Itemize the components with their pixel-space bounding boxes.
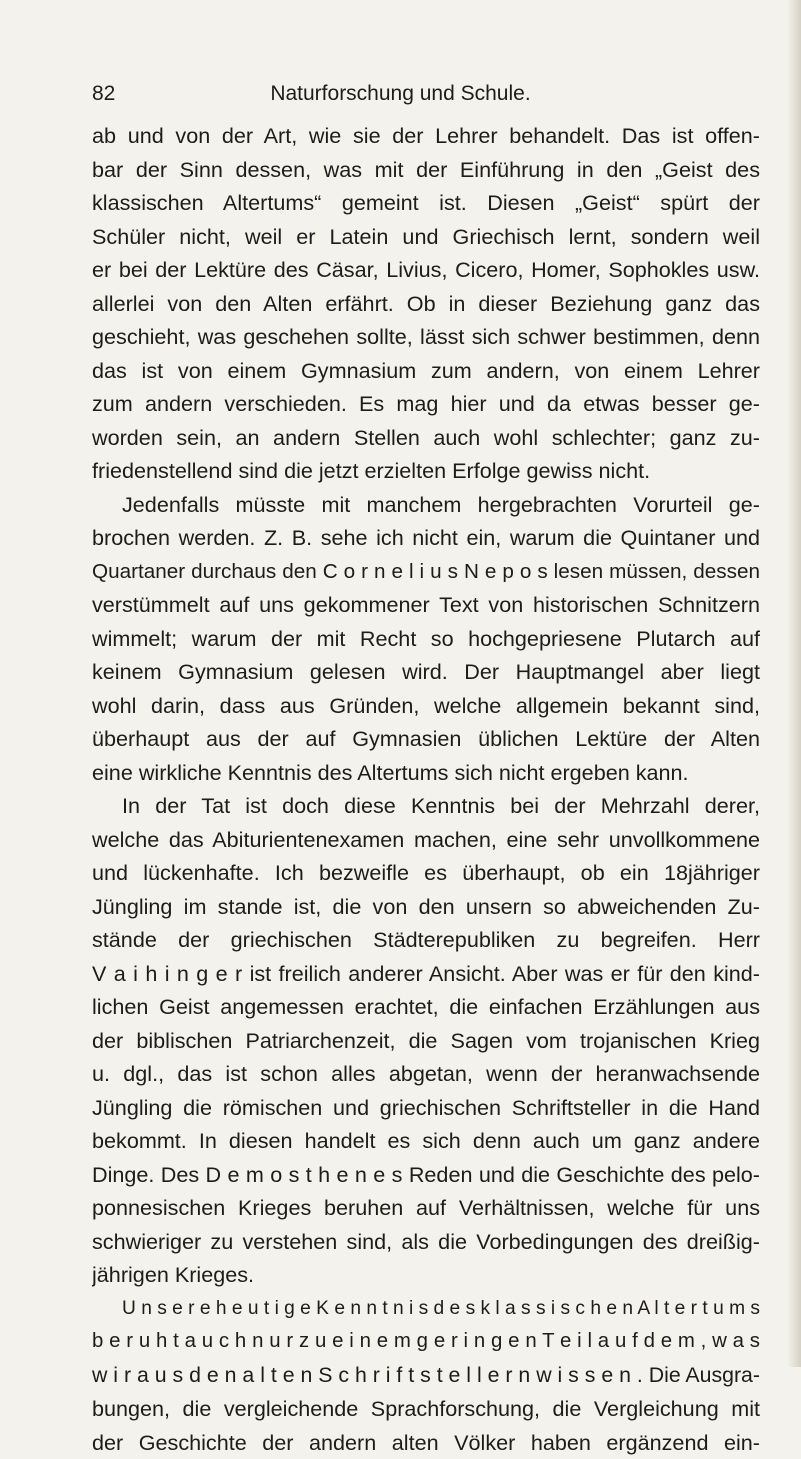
text-line: wimmelt; warum der mit Recht so hochgepriesene Plutarch auf bbox=[92, 622, 760, 656]
text-line: worden sein, an andern Stellen auch wohl schlechter; ganz zu- bbox=[92, 421, 760, 455]
text-line: b e r u h t a u c h n u r z u e i n e m g e r i n g e n T e i l a u f d e m , w a s bbox=[92, 1325, 760, 1359]
text-line: U n s e r e h e u t i g e K e n n t n i s d e s k l a s s i s c h e n A l t e r t u m s bbox=[92, 1292, 760, 1326]
text-line: Quartaner durchaus den C o r n e l i u s N e p o s lesen müssen, dessen bbox=[92, 555, 760, 589]
page-header bbox=[0, 80, 801, 108]
text-line: Jüngling die römischen und griechischen Schriftsteller in die Hand bbox=[92, 1091, 760, 1125]
text-line: w i r a u s d e n a l t e n S c h r i f t s t e l l e r n w i s s e n . Die Ausgra- bbox=[92, 1359, 760, 1393]
text-line: allerlei von den Alten erfährt. Ob in dieser Beziehung ganz das bbox=[92, 287, 760, 321]
text-line: Jedenfalls müsste mit manchem hergebrachten Vorurteil ge- bbox=[92, 488, 760, 522]
text-line: er bei der Lektüre des Cäsar, Livius, Cicero, Homer, Sophokles usw. bbox=[92, 253, 760, 287]
text-line: und lückenhafte. Ich bezweifle es überhaupt, ob ein 18jähriger bbox=[92, 856, 760, 890]
text-line: zum andern verschieden. Es mag hier und da etwas besser ge- bbox=[92, 387, 760, 421]
text-line: der biblischen Patriarchenzeit, die Sagen vom trojanischen Krieg bbox=[92, 1024, 760, 1058]
text-line: Jüngling im stande ist, die von den unsern so abweichenden Zu- bbox=[92, 890, 760, 924]
text-line: u. dgl., das ist schon alles abgetan, wenn der heranwachsende bbox=[92, 1057, 760, 1091]
text-line: eine wirkliche Kenntnis des Altertums sich nicht ergeben kann. bbox=[92, 756, 760, 790]
text-line: das ist von einem Gymnasium zum andern, von einem Lehrer bbox=[92, 354, 760, 388]
text-line: Schüler nicht, weil er Latein und Griechisch lernt, sondern weil bbox=[92, 220, 760, 254]
text-line: der Geschichte der andern alten Völker haben ergänzend ein- bbox=[92, 1426, 760, 1459]
text-line: überhaupt aus der auf Gymnasien üblichen Lektüre der Alten bbox=[92, 722, 760, 756]
text-line: brochen werden. Z. B. sehe ich nicht ein, warum die Quintaner und bbox=[92, 521, 760, 555]
page-number: 82 bbox=[92, 80, 115, 108]
running-title: Naturforschung und Schule. bbox=[0, 80, 801, 108]
text-line: ab und von der Art, wie sie der Lehrer behandelt. Das ist offen- bbox=[92, 119, 760, 153]
text-line: keinem Gymnasium gelesen wird. Der Hauptmangel aber liegt bbox=[92, 655, 760, 689]
text-line: bekommt. In diesen handelt es sich denn auch um ganz andere bbox=[92, 1124, 760, 1158]
text-line: friedenstellend sind die jetzt erzielten Erfolge gewiss nicht. bbox=[92, 454, 760, 488]
text-line: welche das Abiturientenexamen machen, eine sehr unvollkommene bbox=[92, 823, 760, 857]
text-line: verstümmelt auf uns gekommener Text von historischen Schnitzern bbox=[92, 588, 760, 622]
body-text bbox=[92, 119, 760, 1459]
text-line: klassischen Altertums“ gemeint ist. Diesen „Geist“ spürt der bbox=[92, 186, 760, 220]
text-line: stände der griechischen Städterepubliken zu begreifen. Herr bbox=[92, 923, 760, 957]
text-line: Dinge. Des D e m o s t h e n e s Reden und die Geschichte des pelo- bbox=[92, 1158, 760, 1192]
text-line: ponnesischen Krieges beruhen auf Verhältnissen, welche für uns bbox=[92, 1191, 760, 1225]
text-line: bar der Sinn dessen, was mit der Einführung in den „Geist des bbox=[92, 153, 760, 187]
text-line: geschieht, was geschehen sollte, lässt sich schwer bestimmen, denn bbox=[92, 320, 760, 354]
text-line: jährigen Krieges. bbox=[92, 1258, 760, 1292]
page-edge bbox=[787, 0, 801, 1367]
text-line: schwieriger zu verstehen sind, als die Vorbedingungen des dreißig- bbox=[92, 1225, 760, 1259]
text-line: In der Tat ist doch diese Kenntnis bei der Mehrzahl derer, bbox=[92, 789, 760, 823]
text-line: lichen Geist angemessen erachtet, die einfachen Erzählungen aus bbox=[92, 990, 760, 1024]
text-line: V a i h i n g e r ist freilich anderer Ansicht. Aber was er für den kind- bbox=[92, 957, 760, 991]
text-line: bungen, die vergleichende Sprachforschung, die Vergleichung mit bbox=[92, 1392, 760, 1426]
text-line: wohl darin, dass aus Gründen, welche allgemein bekannt sind, bbox=[92, 689, 760, 723]
